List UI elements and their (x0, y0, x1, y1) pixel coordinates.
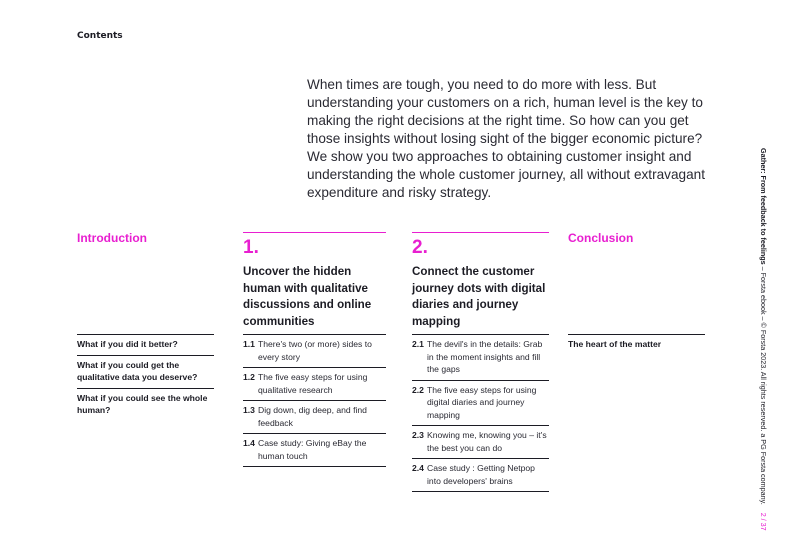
list-item[interactable] (77, 356, 214, 389)
list-item-number: 1.4 (243, 438, 255, 448)
sidebar-title: Gather: From feedback to feelings (759, 148, 768, 265)
section1-divider (243, 232, 386, 233)
section2-number: 2. (412, 237, 428, 258)
list-item[interactable] (412, 426, 549, 459)
list-item-number: 2.1 (412, 339, 424, 349)
page-number: 2 / 37 (759, 512, 768, 531)
list-item-number: 2.4 (412, 463, 424, 473)
list-item[interactable] (412, 381, 549, 427)
list-item[interactable] (243, 401, 386, 434)
conclusion-column (568, 231, 705, 245)
sidebar-footer (759, 148, 768, 531)
list-item[interactable] (412, 459, 549, 492)
conclusion-list (568, 334, 705, 355)
conclusion-title[interactable]: Conclusion (568, 231, 634, 245)
introduction-list (77, 334, 214, 421)
list-item-label: There's two (or more) sides to every story (258, 339, 372, 362)
list-item[interactable] (243, 335, 386, 368)
list-item-number: 1.3 (243, 405, 255, 415)
list-item-number: 1.2 (243, 372, 255, 382)
list-item-label: Knowing me, knowing you – it's the best you can do (427, 430, 547, 453)
section2-heading[interactable]: Connect the customer journey dots with digital diaries and journey mapping (412, 265, 546, 328)
list-item-number: 2.3 (412, 430, 424, 440)
list-item-number: 1.1 (243, 339, 255, 349)
introduction-title[interactable]: Introduction (77, 231, 147, 245)
list-item-label: Case study: Giving eBay the human touch (258, 438, 367, 461)
list-item-label: What if you could get the qualitative data you deserve? (77, 359, 198, 382)
list-item[interactable] (243, 368, 386, 401)
list-item[interactable] (77, 389, 214, 421)
section1-number: 1. (243, 237, 259, 258)
list-item-label: What if you could see the whole human? (77, 392, 208, 415)
section2-list (412, 334, 549, 492)
section2-column (412, 232, 549, 330)
list-item-label: Case study : Getting Netpop into developers' brains (427, 463, 535, 486)
contents-label[interactable]: Contents (77, 31, 123, 41)
section2-divider (412, 232, 549, 233)
section1-column (243, 232, 386, 330)
list-item-number: 2.2 (412, 384, 424, 395)
sidebar-copyright: – Forsta ebook – © Forsta 2023. All rights reserved. a PG Forsta company. (759, 264, 768, 505)
list-item[interactable] (568, 335, 705, 355)
list-item-label: The heart of the matter (568, 339, 662, 349)
list-item[interactable] (243, 434, 386, 467)
intro-paragraph: When times are tough, you need to do more with less. But understanding your customers on a rich, human level is the key to making the right decisions at the right time. So how can you get those insights without losing sight of the bigger economic picture? We show you two approaches to obtaining customer insight and understanding the whole customer journey, all without extravagant expenditure and risky strategy. (307, 77, 705, 200)
list-item-label: What if you did it better? (77, 339, 178, 349)
list-item-label: The five easy steps for using qualitative research (258, 372, 368, 395)
section1-list (243, 334, 386, 467)
list-item-label: Dig down, dig deep, and find feedback (258, 405, 367, 428)
introduction-column (77, 231, 214, 245)
list-item-label: The five easy steps for using digital diaries and journey mapping (427, 384, 537, 420)
list-item-label: The devil's in the details: Grab in the moment insights and fill the gaps (427, 339, 543, 374)
list-item[interactable] (77, 335, 214, 356)
list-item[interactable] (412, 335, 549, 381)
section1-heading[interactable]: Uncover the hidden human with qualitative discussions and online communities (243, 265, 372, 328)
